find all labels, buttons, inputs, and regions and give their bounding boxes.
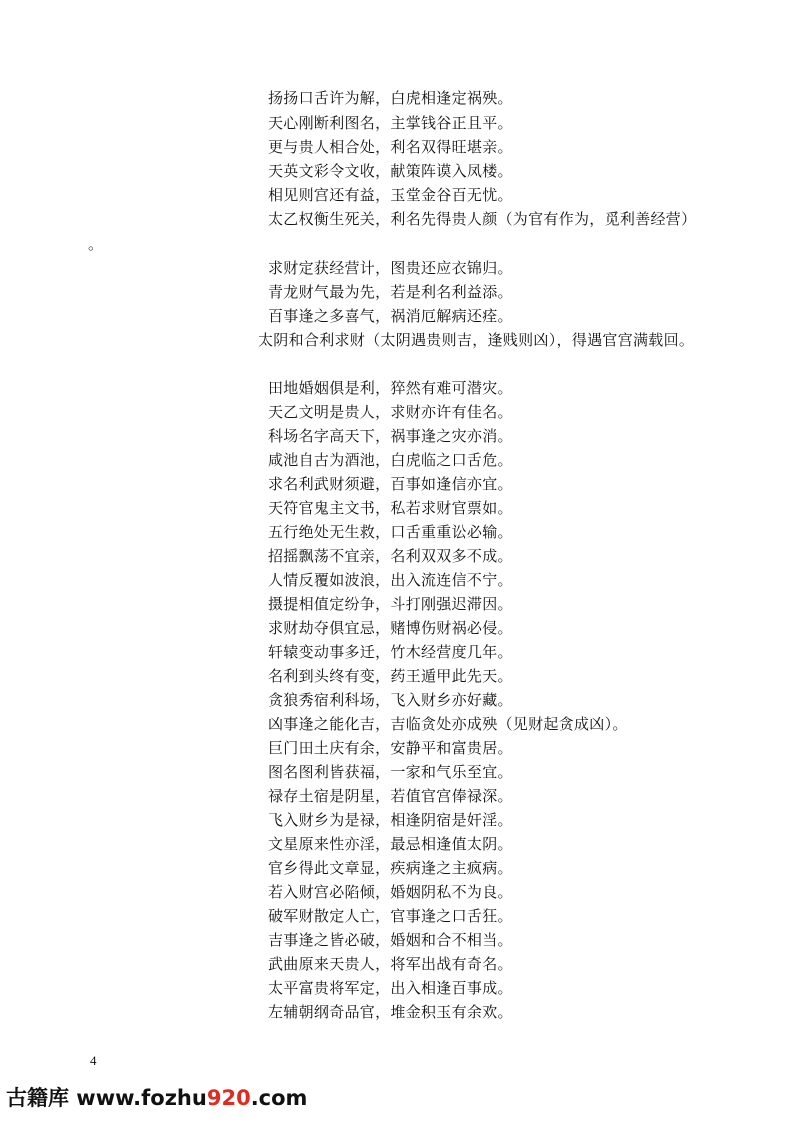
verse-line: 求财劫夺俱宜忌，赌博伤财祸必侵。 (268, 619, 513, 637)
verse-line: 武曲原来天贵人，将军出战有奇名。 (268, 955, 513, 973)
verse-line: 图名图利皆获福，一家和气乐至宜。 (268, 763, 513, 781)
verse-line: 咸池自古为酒池，白虎临之口舌危。 (268, 451, 513, 469)
verse-line: 贪狼秀宿利科场，飞入财乡亦好藏。 (268, 691, 513, 709)
verse-line: 破军财散定人亡，官事逢之口舌狂。 (268, 907, 513, 925)
watermark-accent: 920 (206, 1086, 251, 1110)
verse-line: 百事逢之多喜气，祸消厄解病还痊。 (268, 307, 513, 325)
verse-line: 扬扬口舌许为解，白虎相逢定祸殃。 (268, 89, 513, 107)
verse-line: 科场名字高天下，祸事逢之灾亦消。 (268, 427, 513, 445)
verse-line: 若入财宫必陷倾，婚姻阴私不为良。 (268, 883, 513, 901)
verse-line: 禄存土宿是阴星，若值官宫俸禄深。 (268, 787, 513, 805)
verse-line: 太乙权衡生死关，利名先得贵人颜（为官有作为，觅利善经营） (268, 210, 697, 228)
verse-line: 天英文彩令文收，献策阵谟入凤楼。 (268, 162, 513, 180)
page-number: 4 (90, 1053, 97, 1068)
verse-line: 青龙财气最为先，若是利名利益添。 (268, 283, 513, 301)
verse-line: 官乡得此文章显，疾病逢之主疯病。 (268, 859, 513, 877)
verse-line: 田地婚姻俱是利，猝然有难可潜灾。 (268, 379, 513, 397)
verse-line: 凶事逢之能化吉，吉临贪处亦成殃（见财起贪成凶）。 (268, 715, 628, 733)
verse-line: 巨门田土庆有余，安静平和富贵居。 (268, 739, 513, 757)
verse-line: 更与贵人相合处，利名双得旺堪亲。 (268, 138, 513, 156)
verse-line: 摄提相值定纷争，斗打刚强迟滞因。 (268, 595, 513, 613)
verse-line: 五行绝处无生救，口舌重重讼必输。 (268, 523, 513, 541)
verse-line: 天乙文明是贵人，求财亦许有佳名。 (268, 403, 513, 421)
verse-line: 天心刚断利图名，主掌钱谷正且平。 (268, 114, 513, 132)
verse-line: 名利到头终有变，药王遁甲此先天。 (268, 667, 513, 685)
verse-line: 左辅朝纲奇品官，堆金积玉有余欢。 (268, 1003, 513, 1021)
watermark-prefix: 古籍库 www.fozhu (6, 1086, 207, 1110)
verse-line: 文星原来性亦淫，最忌相逢值太阴。 (268, 835, 513, 853)
verse-line: 。 (88, 235, 104, 253)
verse-line: 求名利武财须避，百事如逢信亦宜。 (268, 475, 513, 493)
verse-line: 飞入财乡为是禄，相逢阴宿是奸淫。 (268, 811, 513, 829)
verse-line: 人情反覆如波浪，出入流连信不宁。 (268, 571, 513, 589)
site-watermark (6, 1084, 307, 1112)
verse-line: 天符官鬼主文书，私若求财官票如。 (268, 499, 513, 517)
verse-line: 太平富贵将军定，出入相逢百事成。 (268, 979, 513, 997)
verse-line: 相见则宫还有益，玉堂金谷百无忧。 (268, 186, 513, 204)
verse-line: 轩辕变动事多迁，竹木经营度几年。 (268, 643, 513, 661)
watermark-suffix: .com (250, 1086, 308, 1110)
verse-line: 吉事逢之皆必破，婚姻和合不相当。 (268, 931, 513, 949)
verse-line: 求财定获经营计，图贵还应衣锦归。 (268, 259, 513, 277)
verse-line: 招摇飘荡不宜亲，名利双双多不成。 (268, 547, 513, 565)
verse-line: 太阴和合利求财（太阴遇贵则吉，逢贱则凶），得遇官宫满载回。 (258, 331, 695, 349)
